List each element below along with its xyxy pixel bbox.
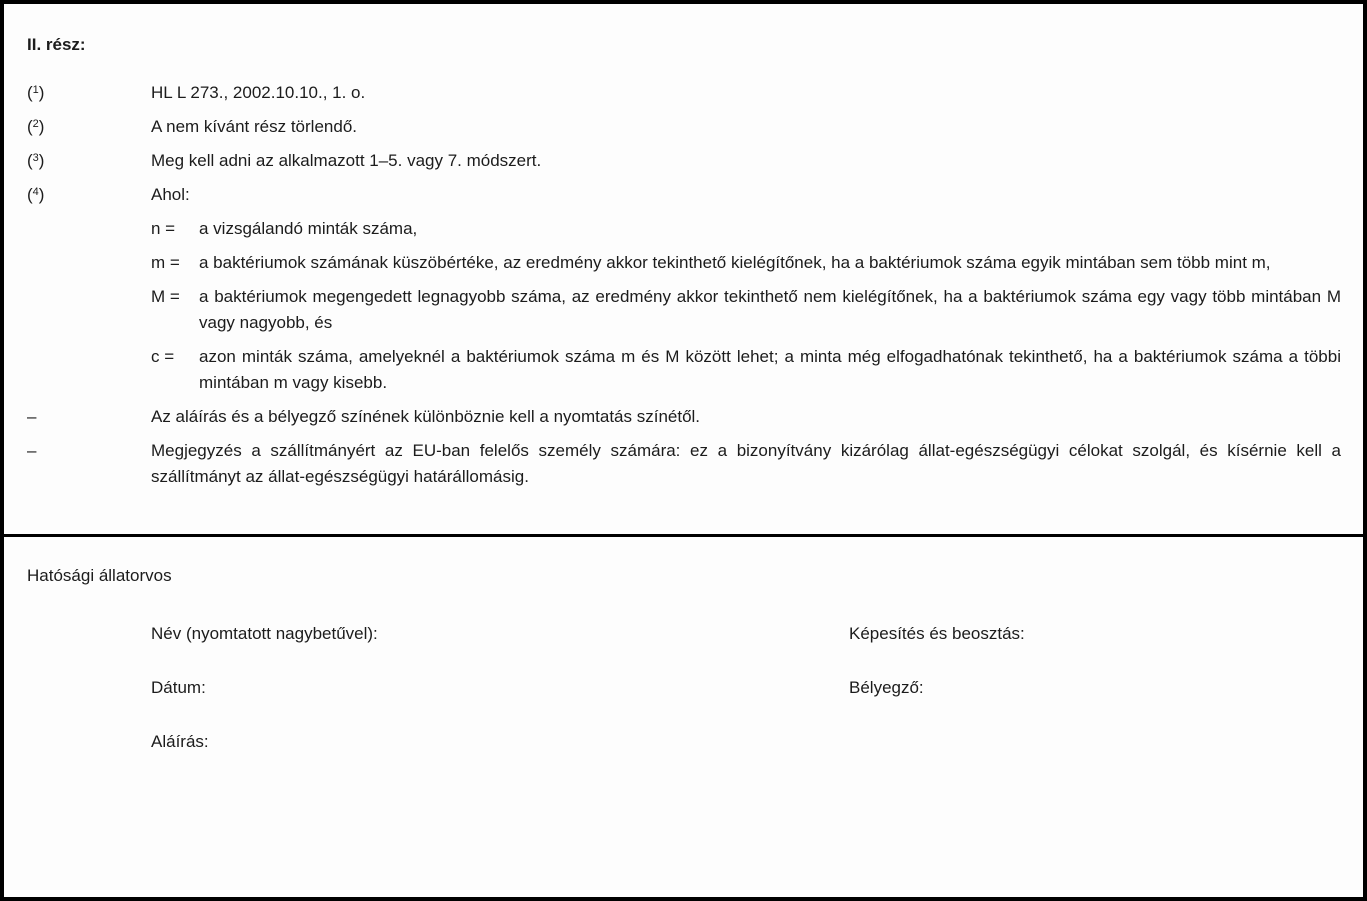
footnote-row [27, 182, 1341, 208]
definition-row [151, 344, 1341, 396]
definition-row [151, 216, 1341, 242]
part-title: II. rész: [27, 35, 86, 54]
signature-label: Aláírás: [151, 732, 209, 751]
definitions-list [151, 216, 1341, 396]
dash-note-row [27, 438, 1341, 490]
footnote-marker: ($^3$) [27, 151, 45, 170]
name-label: Név (nyomtatott nagybetűvel): [151, 624, 378, 643]
definition-row [151, 284, 1341, 336]
footnote-marker: ($^2$) [27, 117, 45, 136]
qualification-label: Képesítés és beosztás: [849, 624, 1025, 643]
dash-note-text: Az aláírás és a bélyegző színének különböznie kell a nyomtatás színétől. [151, 407, 701, 426]
definition-text: a baktériumok megengedett legnagyobb száma, az eredmény akkor tekinthető nem kielégítőnek, ha a baktériumok száma egy vagy több mintában M vagy nagyobb, és [199, 287, 1341, 332]
footnote-text: HL L 273., 2002.10.10., 1. o. [151, 83, 366, 102]
definition-symbol: m = [151, 253, 180, 272]
footnote-row [27, 148, 1341, 174]
form-row-signature [27, 729, 1341, 755]
footnotes-section [4, 4, 1363, 537]
official-veterinarian-title: Hatósági állatorvos [27, 566, 172, 585]
footnote-text: A nem kívánt rész törlendő. [151, 117, 357, 136]
footnote-marker: ($^1$) [27, 83, 45, 102]
footnote-marker: ($^4$) [27, 185, 45, 204]
form-row-name-qualification [27, 621, 1341, 647]
footnote-text: Meg kell adni az alkalmazott 1–5. vagy 7. módszert. [151, 151, 542, 170]
dash-bullet: – [27, 407, 37, 426]
definition-row [151, 250, 1341, 276]
dash-note-text: Megjegyzés a szállítmányért az EU-ban felelős személy számára: ez a bizonyítvány kizárólag állat-egészségügyi célokat szolgál, és kísérnie kell a szállítmányt az állat-egészségügyi határállomásig. [151, 441, 1341, 486]
official-veterinarian-section [4, 537, 1363, 894]
definition-text: a baktériumok számának küszöbértéke, az eredmény akkor tekinthető kielégítőnek, ha a baktériumok száma egyik mintában sem több mint m, [199, 253, 1271, 272]
dash-bullet: – [27, 441, 37, 460]
definition-symbol: M = [151, 287, 180, 306]
dash-note-row [27, 404, 1341, 430]
definition-symbol: c = [151, 347, 175, 366]
form-row-date-stamp [27, 675, 1341, 701]
footnote-text: Ahol: [151, 185, 190, 204]
stamp-label: Bélyegző: [849, 678, 924, 697]
footnote-row [27, 80, 1341, 106]
signature-blank-space [849, 729, 1341, 755]
date-label: Dátum: [151, 678, 206, 697]
definition-symbol: n = [151, 219, 176, 238]
definition-text: azon minták száma, amelyeknél a baktériumok száma m és M között lehet; a minta még elfogadhatónak tekinthető, ha a baktériumok száma a többi mintában m vagy kisebb. [199, 347, 1341, 392]
footnote-row [27, 114, 1341, 140]
definition-text: a vizsgálandó minták száma, [199, 219, 418, 238]
